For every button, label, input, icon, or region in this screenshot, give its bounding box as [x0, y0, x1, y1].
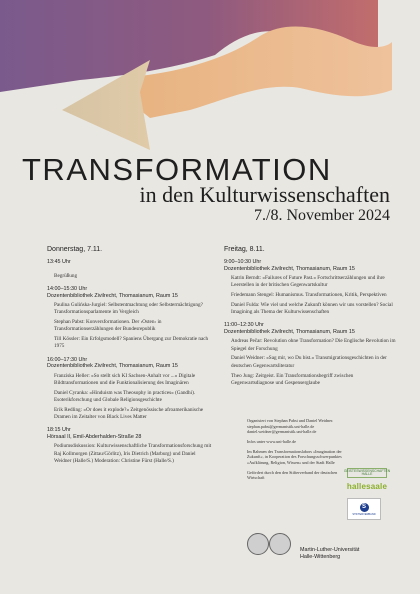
university-name: Martin-Luther-Universität Halle-Wittenberg	[300, 547, 360, 561]
day-label: Donnerstag, 7.11.	[47, 246, 103, 253]
talk-item: Andreas Pečar: Revolution ohne Transformation? Die Englische Revolution im Spiegel der Forschung	[231, 338, 396, 352]
slot-time: 18:15 Uhr	[47, 427, 71, 434]
info-organizers: Organisiert von Stephan Pabst und Daniel Weidner. stephan.pabst@germanistik.uni-halle.de daniel.weidner@germanistik.uni-halle.de	[247, 418, 334, 435]
hallesaale-logo: hallesaale	[346, 481, 388, 491]
slot-place: Dozentenbibliothek Zivilrecht, Thomasianum, Raum 15	[47, 292, 178, 299]
info-link[interactable]: Infos unter www.uni-halle.de	[247, 439, 297, 445]
talk-item: Podiumsdiskussion: Kulturwissenschaftliche Transformationsforschung mit Raj Kollmorgen (Zittau/Görlitz), Iris Dietrich (Marburg) und Daniel Weidner (Halle/S.) Moderation: Christine Fürst (Halle/S.)	[54, 443, 212, 464]
university-block	[247, 533, 397, 563]
university-seal-icon	[269, 533, 291, 555]
program-slot	[47, 427, 212, 465]
slot-time: 16:00–17:30 Uhr	[47, 356, 88, 363]
info-funding: Gefördert durch den den Stifterverband der deutschen Wirtschaft	[247, 469, 338, 481]
slot-time: 14:00–15:30 Uhr	[47, 286, 88, 293]
slot-place: Hörsaal II, Emil-Abderhalden-Straße 28	[47, 434, 142, 441]
slot-place: Dozentenbibliothek Zivilrecht, Thomasianum, Raum 15	[224, 265, 355, 272]
talk-item: Daniel Cyranka: »Hinduism was Theosophy in practices« (Gandhi). Esoterikforschung und Globale Religionsgeschichte	[54, 389, 196, 404]
program-slot	[47, 259, 212, 280]
stifterverband-logo: S STIFTERVERBAND	[347, 498, 381, 520]
day-1-program	[47, 246, 212, 465]
talk-item: Till Kössler: Ein Erfolgsmodell? Spaniens Übergang zur Demokratie nach 1975	[54, 336, 209, 350]
talk-item: Erik Redling: »Or does it explode?« Zeitgenössische afroamerikanische Dramen im Zeitalter von Black Lives Matter	[54, 406, 204, 421]
slot-time: 11:00–12:30 Uhr	[224, 322, 264, 329]
geisteswissenschaften-logo: GEISTESWISSENSCHAFTEN HALLE	[343, 468, 391, 476]
program-slot	[224, 322, 396, 387]
program-slot	[224, 259, 396, 316]
banner-graphic	[0, 0, 420, 160]
slot-time: 9:00–10:30 Uhr	[224, 259, 262, 265]
info-framework: Im Rahmen des Transformationslabors »Imagination der Zukunft«, in Kooperation des Forschungsschwerpunktes »Aufklärung, Religion, Wissen« und der Stadt Halle	[247, 448, 342, 466]
talk-item: Theo Jung: Zeitgeist. Ein Transformationsbegriff zwischen Gegenwartsdiagnose und Gespenserglaube	[231, 372, 354, 386]
talk-item: Stephan Pabst: Konversformationen. Der ›Osten‹ in Transformationserzählungen der Bundesrepublik	[54, 319, 162, 333]
program-slot	[47, 286, 212, 351]
page-subtitle: in den Kulturwissenschaften	[139, 182, 390, 207]
page-title: TRANSFORMATION	[22, 152, 332, 187]
slot-place: Dozentenbibliothek Zivilrecht, Thomasianum, Raum 15	[224, 329, 355, 336]
slot-place: Dozentenbibliothek Zivilrecht, Thomasianum, Raum 15	[47, 363, 178, 370]
talk-item: Franziska Heller: »So stellt sich KI Sachsen-Anhalt vor ...« Digitale Bildtransformationen und die Funktionalisierung des Imaginären	[54, 372, 196, 386]
day-2-program	[224, 246, 396, 387]
partner-logos	[343, 468, 391, 520]
day-label: Freitag, 8.11.	[224, 246, 265, 253]
talk-item: Friedemann Stengel: Humanismus. Transformationen, Kritik, Perspektiven	[231, 292, 387, 299]
program-slot	[47, 357, 212, 422]
talk-item: Begrüßung	[54, 272, 78, 279]
event-date: 7./8. November 2024	[254, 207, 390, 224]
organizer-info	[247, 418, 347, 485]
talk-item: Katrin Berndt: »Failures of Future Past.« Fortschrittserzählungen und ihre Leerstellen in der britischen Gegenwartskultur	[231, 275, 385, 289]
slot-time: 13:45 Uhr	[47, 259, 71, 265]
talk-item: Daniel Fulda: Wie viel und welche Zukunft können wir uns vorstellen? Social Imagining als Thema der Kulturwissenschaften	[231, 301, 393, 316]
talk-item: Daniel Weidner: »Sag mir, wo Du bist.« Transmigrationsgeschichten in der deutschen Gegenwartsliteratur	[231, 355, 387, 369]
university-seal-icon	[247, 533, 269, 555]
talk-item: Paulina Gulińska-Jurgiel: Selbstentmachtung oder Selbstermächtigung? Transformationsparlamente im Vergleich	[54, 302, 203, 316]
